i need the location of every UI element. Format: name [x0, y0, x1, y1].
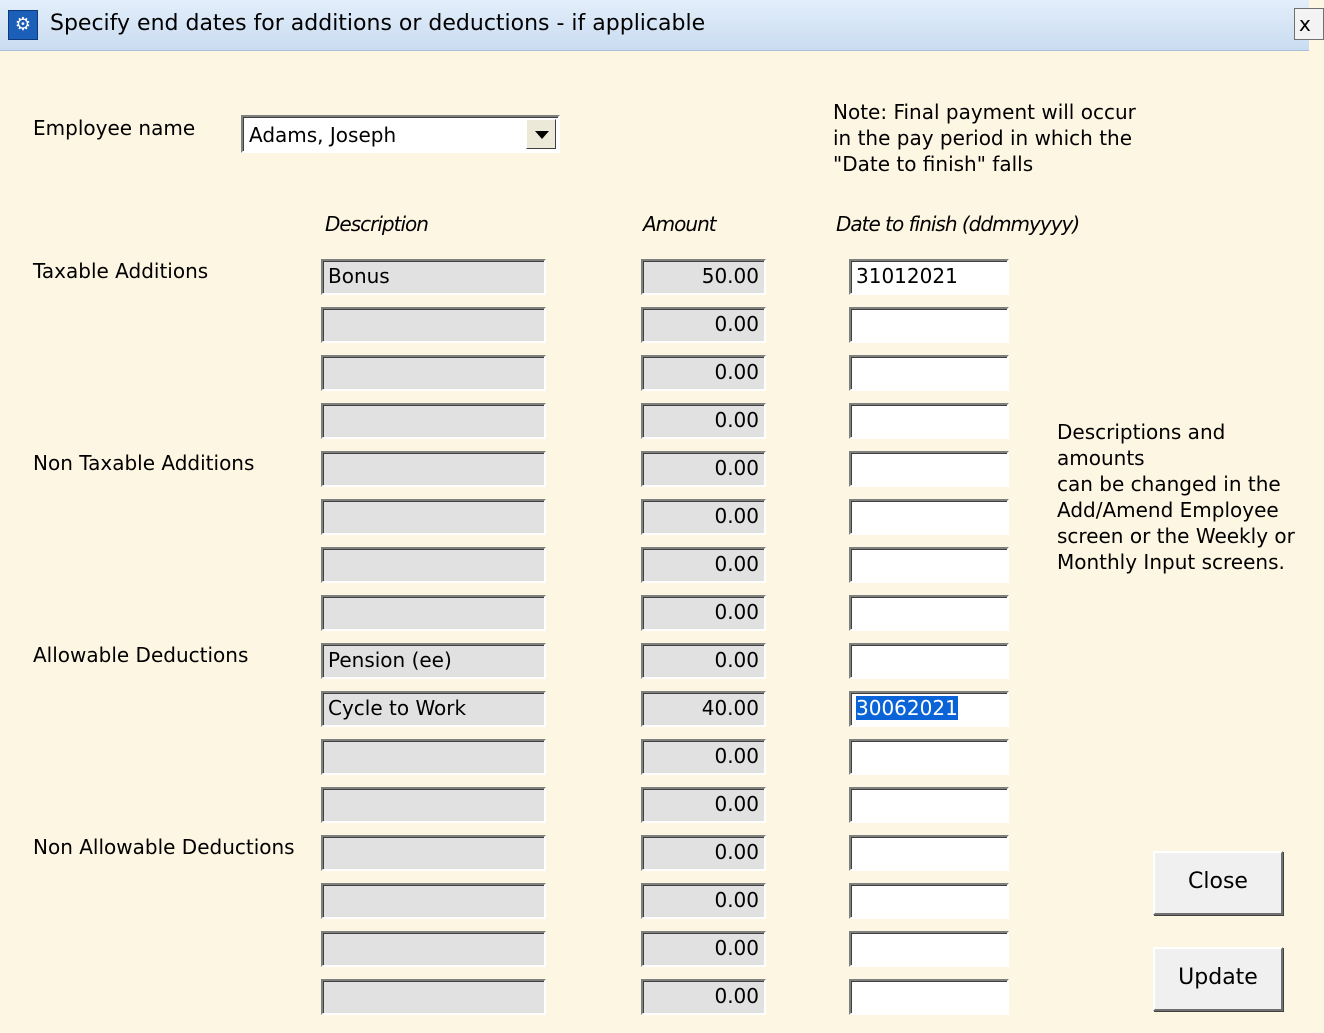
section-allowable-deductions: Allowable Deductions [33, 643, 249, 667]
description-field [321, 883, 546, 919]
date-to-finish-input[interactable] [849, 355, 1009, 391]
window-close-button[interactable]: x [1294, 8, 1324, 40]
amount-field: 0.00 [641, 547, 766, 583]
date-to-finish-input[interactable] [849, 547, 1009, 583]
description-field: Cycle to Work [321, 691, 546, 727]
description-field [321, 547, 546, 583]
description-field [321, 979, 546, 1015]
amount-field: 0.00 [641, 835, 766, 871]
amount-field: 0.00 [641, 499, 766, 535]
amount-field: 0.00 [641, 595, 766, 631]
amount-field: 0.00 [641, 739, 766, 775]
window-title: Specify end dates for additions or deductions - if applicable [50, 11, 706, 36]
info-line: screen or the Weekly or [1057, 524, 1295, 548]
employee-name-dropdown[interactable] [241, 115, 560, 153]
info-line: Descriptions and amounts [1057, 420, 1226, 470]
info-text [1057, 419, 1309, 575]
date-to-finish-input[interactable] [849, 451, 1009, 487]
app-icon: ⚙ [8, 10, 38, 40]
note-text [833, 99, 1136, 177]
section-non-allowable-deductions: Non Allowable Deductions [33, 835, 295, 859]
description-field [321, 403, 546, 439]
selected-date-text: 30062021 [856, 696, 958, 720]
amount-field: 0.00 [641, 787, 766, 823]
description-field: Bonus [321, 259, 546, 295]
date-to-finish-input[interactable] [849, 739, 1009, 775]
note-line: in the pay period in which the [833, 126, 1133, 150]
date-to-finish-input[interactable] [849, 931, 1009, 967]
note-line: Note: Final payment will occur [833, 100, 1136, 124]
note-line: "Date to finish" falls [833, 152, 1034, 176]
date-to-finish-input[interactable] [849, 595, 1009, 631]
date-to-finish-input[interactable] [849, 499, 1009, 535]
description-field [321, 595, 546, 631]
description-header: Description [325, 212, 428, 236]
description-field: Pension (ee) [321, 643, 546, 679]
amount-field: 0.00 [641, 451, 766, 487]
description-field [321, 307, 546, 343]
date-to-finish-input[interactable] [849, 643, 1009, 679]
amount-field: 0.00 [641, 979, 766, 1015]
date-to-finish-input[interactable] [849, 307, 1009, 343]
description-field [321, 931, 546, 967]
employee-name-label: Employee name [33, 116, 196, 140]
description-field [321, 835, 546, 871]
amount-field: 0.00 [641, 355, 766, 391]
date-to-finish-input[interactable] [849, 979, 1009, 1015]
date-to-finish-header: Date to finish (ddmmyyyy) [836, 212, 1080, 236]
amount-field: 50.00 [641, 259, 766, 295]
amount-field: 0.00 [641, 883, 766, 919]
employee-name-value: Adams, Joseph [249, 123, 397, 147]
date-to-finish-input[interactable] [849, 691, 1009, 727]
description-field [321, 499, 546, 535]
amount-field: 0.00 [641, 931, 766, 967]
info-line: can be changed in the [1057, 472, 1281, 496]
amount-field: 40.00 [641, 691, 766, 727]
info-line: Add/Amend Employee [1057, 498, 1279, 522]
amount-field: 0.00 [641, 643, 766, 679]
date-to-finish-input[interactable] [849, 403, 1009, 439]
title-bar [0, 0, 1309, 51]
amount-field: 0.00 [641, 307, 766, 343]
description-field [321, 739, 546, 775]
amount-header: Amount [643, 212, 716, 236]
info-line: Monthly Input screens. [1057, 550, 1285, 574]
date-to-finish-input[interactable]: 31012021 [849, 259, 1009, 295]
date-to-finish-input[interactable] [849, 835, 1009, 871]
date-to-finish-input[interactable] [849, 787, 1009, 823]
section-non-taxable-additions: Non Taxable Additions [33, 451, 255, 475]
description-field [321, 451, 546, 487]
date-to-finish-input[interactable] [849, 883, 1009, 919]
description-field [321, 355, 546, 391]
chevron-down-icon[interactable] [526, 119, 556, 149]
description-field [321, 787, 546, 823]
section-taxable-additions: Taxable Additions [33, 259, 209, 283]
amount-field: 0.00 [641, 403, 766, 439]
update-button[interactable]: Update [1153, 947, 1283, 1011]
close-button[interactable]: Close [1153, 851, 1283, 915]
